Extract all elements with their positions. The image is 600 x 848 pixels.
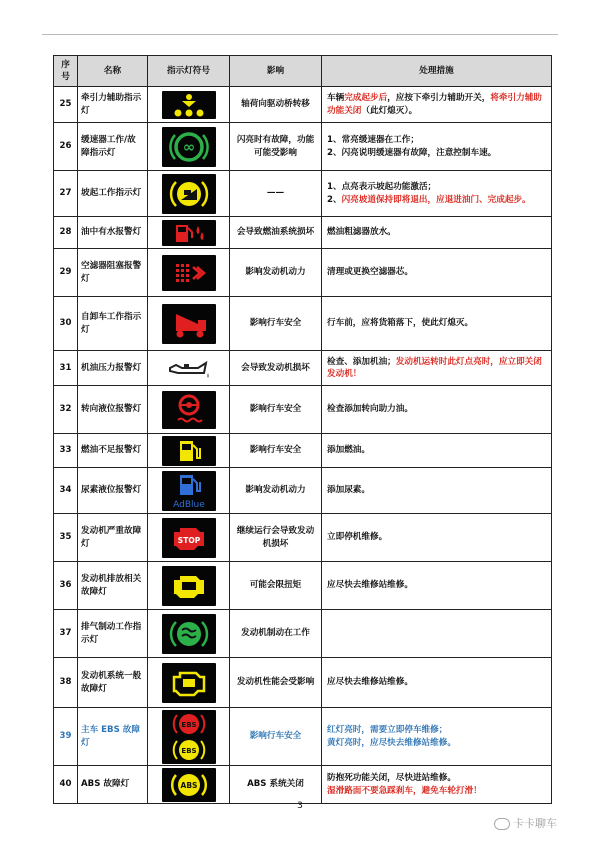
indicator-name: 转向液位报警灯 [78,386,148,434]
indicator-effect: 影响发动机动力 [230,249,322,297]
action-text-segment: 1、常亮缓速器在工作； [327,135,419,146]
action-text-segment: 红灯亮时，需要立即停车维修； [327,725,448,736]
action-text-segment: 将牵引力辅助功能关闭 [327,93,542,116]
indicator-name: 主车 EBS 故障灯 [78,708,148,766]
indicator-action [322,562,552,610]
indicator-name: 尿素液位报警灯 [78,468,148,514]
svg-text:EBS: EBS [180,720,197,729]
indicator-action [322,610,552,658]
indicator-effect: 影响行车安全 [230,434,322,468]
water-in-fuel-icon [162,220,216,246]
table-row [54,562,552,610]
exhaust-brake-icon [162,614,216,654]
indicator-effect: 会导致燃油系统损坏 [230,217,322,249]
indicator-effect: 影响行车安全 [230,297,322,351]
indicator-name: ABS 故障灯 [78,766,148,804]
action-text-segment: 添加尿素。 [327,485,370,496]
indicator-action [322,249,552,297]
indicator-action [322,658,552,708]
stop-engine-icon [162,518,216,558]
table-row [54,468,552,514]
indicator-effect: 闪亮时有故障，功能可能受影响 [230,123,322,171]
row-number: 28 [54,217,78,249]
action-text-segment: 添加燃油。 [327,445,370,456]
chat-bubble-icon [494,818,510,830]
action-text-segment: 发动机运转时此灯点亮时，应立即关闭发动机！ [327,356,542,379]
action-text-segment: 完成起步后 [344,93,388,104]
indicator-action [322,217,552,249]
retarder-icon [162,127,216,167]
indicator-effect: —— [230,171,322,217]
indicator-action [322,766,552,804]
row-number: 40 [54,766,78,804]
oil-pressure-icon [162,355,216,381]
action-text-segment: 燃油粗滤器放水。 [327,227,396,238]
engine-general-icon [162,663,216,703]
row-number: 38 [54,658,78,708]
indicator-effect: ABS 系统关闭 [230,766,322,804]
row-number: 39 [54,708,78,766]
indicator-effect: 可能会限扭矩 [230,562,322,610]
action-text-segment: 检查添加转向助力油。 [327,404,413,415]
table-row [54,351,552,386]
ebs-icon [162,710,216,764]
row-number: 30 [54,297,78,351]
abs-icon [162,768,216,802]
traction-assist-icon [162,91,216,119]
table-row [54,249,552,297]
action-text-segment: 湿滑路面不要急踩刹车，避免车轮打滑！ [327,785,482,796]
row-number: 32 [54,386,78,434]
action-text-segment: 检查、添加机油； [327,356,396,367]
indicator-action [322,514,552,562]
engine-emission-icon [162,566,216,606]
action-text-segment: 应尽快去维修站维修。 [327,677,413,688]
row-number: 37 [54,610,78,658]
indicator-name: 自卸车工作指示灯 [78,297,148,351]
indicator-name: 油中有水报警灯 [78,217,148,249]
action-text-segment: 2、闪亮说明缓速器有故障，注意控制车速。 [327,147,497,158]
table-row [54,123,552,171]
indicator-action [322,171,552,217]
indicator-effect: 继续运行会导致发动机损坏 [230,514,322,562]
action-text-segment: ，应按下牵引力辅助开关， [387,93,491,104]
table-row [54,171,552,217]
action-text-segment: 立即停机维修。 [327,532,388,543]
air-filter-icon [162,255,216,291]
indicator-action [322,351,552,386]
indicator-effect: 发动机制动在工作 [230,610,322,658]
table-row [54,434,552,468]
indicator-name: 发动机严重故障灯 [78,514,148,562]
table-row [54,297,552,351]
watermark-text: 卡卡聊车 [513,817,557,830]
indicator-name: 缓速器工作/故障指示灯 [78,123,148,171]
action-text-segment: 闪亮坡道保持即将退出，应退进油门、完成起步。 [341,194,531,205]
watermark [494,815,557,831]
table-row [54,217,552,249]
action-text-segment: 清理或更换空滤器芯。 [327,267,413,278]
svg-text:ABS: ABS [180,780,197,790]
indicator-effect: 影响行车安全 [230,708,322,766]
action-text-segment: 2、 [327,194,342,205]
table-row [54,514,552,562]
hill-start-icon [162,174,216,214]
row-number: 25 [54,87,78,123]
indicator-effect: 轴荷向驱动桥转移 [230,87,322,123]
indicator-action [322,297,552,351]
indicator-effect: 影响发动机动力 [230,468,322,514]
row-number: 34 [54,468,78,514]
table-row [54,87,552,123]
indicator-action [322,434,552,468]
indicator-name: 空滤器阻塞报警灯 [78,249,148,297]
steering-fluid-icon [162,391,216,429]
row-number: 35 [54,514,78,562]
dump-truck-icon [162,304,216,344]
header-action: 处理措施 [322,56,552,87]
indicator-action [322,386,552,434]
indicator-name: 发动机排放相关故障灯 [78,562,148,610]
indicator-name: 坡起工作指示灯 [78,171,148,217]
row-number: 26 [54,123,78,171]
indicator-action [322,123,552,171]
table-row [54,708,552,766]
action-text-segment: 车辆 [327,93,345,104]
row-number: 29 [54,249,78,297]
indicator-table [53,55,552,804]
action-text-segment: 黄灯亮时，应尽快去维修站维修。 [327,737,456,748]
row-number: 31 [54,351,78,386]
row-number: 27 [54,171,78,217]
table-row [54,766,552,804]
top-rule [42,34,558,35]
table-row [54,386,552,434]
indicator-name: 燃油不足报警灯 [78,434,148,468]
indicator-name: 发动机系统一般故障灯 [78,658,148,708]
low-fuel-icon [162,436,216,466]
action-text-segment: （此灯熄灭）。 [361,105,418,116]
table-row [54,658,552,708]
indicator-action [322,468,552,514]
indicator-action [322,87,552,123]
svg-text:STOP: STOP [177,535,200,545]
indicator-name: 排气制动工作指示灯 [78,610,148,658]
indicator-action [322,708,552,766]
indicator-effect: 发动机性能会受影响 [230,658,322,708]
table-header-row [54,56,552,87]
header-effect: 影响 [230,56,322,87]
action-text-segment: 1、点亮表示坡起功能激活； [327,182,437,193]
indicator-name: 机油压力报警灯 [78,351,148,386]
indicator-effect: 影响行车安全 [230,386,322,434]
row-number: 36 [54,562,78,610]
adblue-icon [162,471,216,511]
table-row [54,610,552,658]
action-text-segment: 防抱死功能关闭，尽快进站维修。 [327,773,456,784]
page-number: 3 [297,801,303,811]
action-text-segment: 应尽快去维修站维修。 [327,580,413,591]
row-number: 33 [54,434,78,468]
header-name: 名称 [78,56,148,87]
svg-text:AdBlue: AdBlue [172,499,205,510]
action-text-segment: 行车前，应将货箱落下，使此灯熄灭。 [327,318,474,329]
indicator-name: 牵引力辅助指示灯 [78,87,148,123]
svg-text:EBS: EBS [180,746,197,755]
svg-text:∞: ∞ [182,137,195,156]
header-num: 序号 [54,56,78,87]
indicator-effect: 会导致发动机损坏 [230,351,322,386]
header-icon: 指示灯符号 [148,56,230,87]
